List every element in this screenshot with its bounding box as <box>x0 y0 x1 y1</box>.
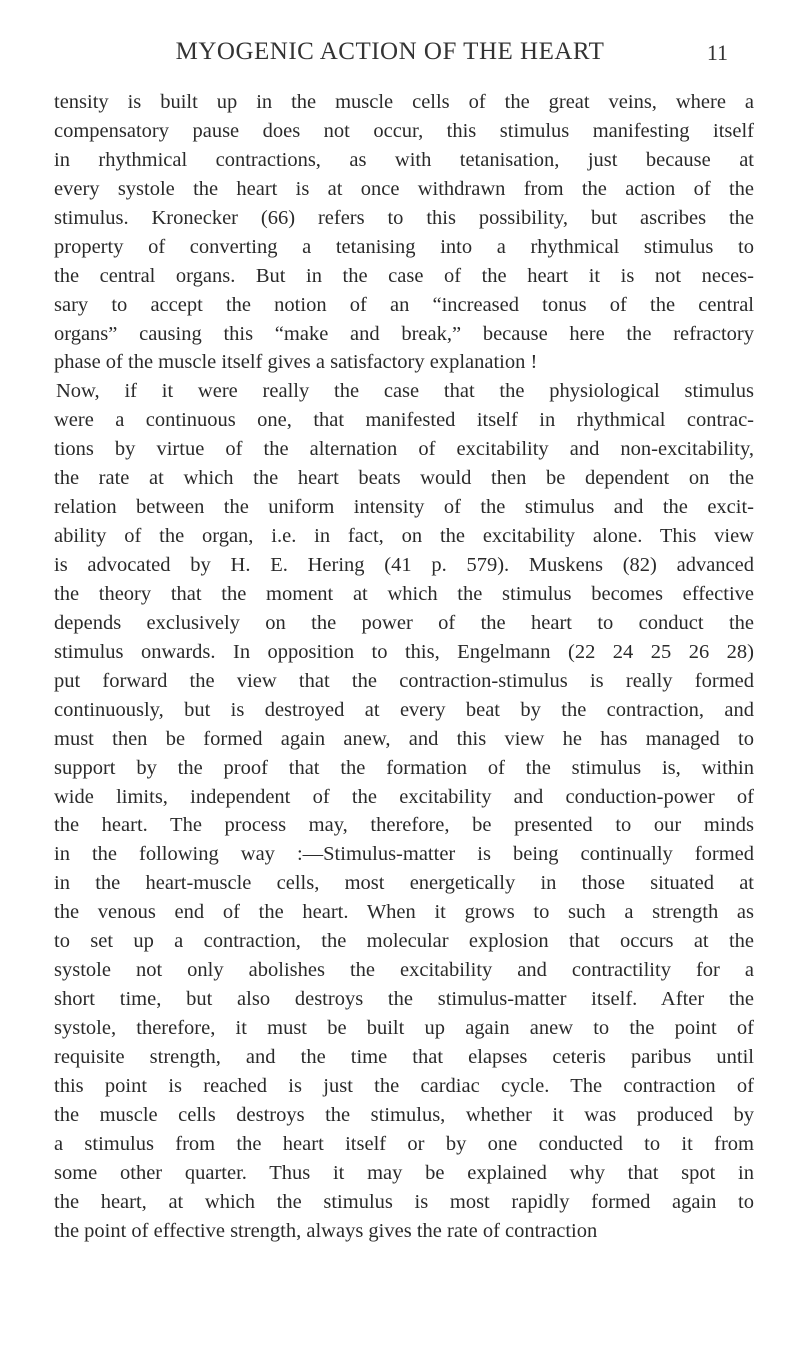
running-title: MYOGENIC ACTION OF THE HEART <box>175 38 605 65</box>
text-line: is advocated by H. E. Hering (41 p. 579). Muskens (82) advanced <box>54 554 754 576</box>
text-line: the muscle cells destroys the stimulus, whether it was produced by <box>54 1103 754 1126</box>
text-line: sary to accept the notion of an “increased tonus of the central <box>54 293 754 316</box>
text-line: the heart, at which the stimulus is most rapidly formed again to <box>54 1190 754 1213</box>
text-line: must then be formed again anew, and this view he has managed to <box>54 727 754 750</box>
text-line: the central organs. But in the case of the heart it is not neces- <box>54 264 754 287</box>
body-text <box>54 88 754 1246</box>
text-line: were a continuous one, that manifested itself in rhythmical contrac- <box>54 409 754 432</box>
text-line: a stimulus from the heart itself or by one conducted to it from <box>54 1132 754 1155</box>
text-line: the rate at which the heart beats would then be dependent on the <box>54 467 754 490</box>
text-line: tions by virtue of the alternation of excitability and non-excitability, <box>54 438 754 461</box>
text-line: the heart. The process may, therefore, be presented to our minds <box>54 814 754 837</box>
text-line: short time, but also destroys the stimulus-matter itself. After the <box>54 988 754 1011</box>
text-line: stimulus onwards. In opposition to this, Engelmann (22 24 25 26 28) <box>54 640 754 663</box>
text-line: Now, if it were really the case that the physiological stimulus <box>56 380 754 403</box>
text-line: put forward the view that the contraction-stimulus is really formed <box>54 669 754 692</box>
text-line: in the following way :—Stimulus-matter is being continually formed <box>54 843 754 866</box>
text-line: ability of the organ, i.e. in fact, on the excitability alone. This view <box>54 525 754 548</box>
text-line: this point is reached is just the cardiac cycle. The contraction of <box>54 1074 754 1097</box>
text-line: the venous end of the heart. When it grows to such a strength as <box>54 901 754 924</box>
text-line: every systole the heart is at once withdrawn from the action of the <box>54 177 754 200</box>
text-line: continuously, but is destroyed at every beat by the contraction, and <box>54 698 754 721</box>
text-line: requisite strength, and the time that elapses ceteris paribus until <box>54 1045 754 1068</box>
text-line: some other quarter. Thus it may be explained why that spot in <box>54 1161 754 1184</box>
text-line: the point of effective strength, always gives the rate of contraction <box>54 1219 598 1242</box>
text-line: wide limits, independent of the excitability and conduction-power of <box>54 785 754 808</box>
text-line: systole not only abolishes the excitability and contractility for a <box>54 959 754 982</box>
text-line: relation between the uniform intensity of the stimulus and the excit- <box>54 496 754 519</box>
text-line: to set up a contraction, the molecular explosion that occurs at the <box>54 930 754 953</box>
text-line: compensatory pause does not occur, this stimulus manifesting itself <box>54 119 754 142</box>
text-line: tensity is built up in the muscle cells of the great veins, where a <box>54 91 754 113</box>
running-head <box>0 38 800 78</box>
text-line: support by the proof that the formation of the stimulus is, within <box>54 756 754 779</box>
page-number: 11 <box>706 40 728 65</box>
text-line: depends exclusively on the power of the heart to conduct the <box>54 611 754 634</box>
text-line: phase of the muscle itself gives a satisfactory explanation ! <box>54 351 538 374</box>
text-line: the theory that the moment at which the stimulus becomes effective <box>54 582 754 605</box>
text-line: organs” causing this “make and break,” because here the refractory <box>54 322 754 345</box>
text-line: in rhythmical contractions, as with tetanisation, just because at <box>54 148 754 171</box>
text-line: property of converting a tetanising into a rhythmical stimulus to <box>54 235 754 258</box>
text-line: systole, therefore, it must be built up again anew to the point of <box>54 1017 754 1039</box>
text-line: in the heart-muscle cells, most energetically in those situated at <box>54 872 754 895</box>
text-line: stimulus. Kronecker (66) refers to this possibility, but ascribes the <box>54 206 754 229</box>
